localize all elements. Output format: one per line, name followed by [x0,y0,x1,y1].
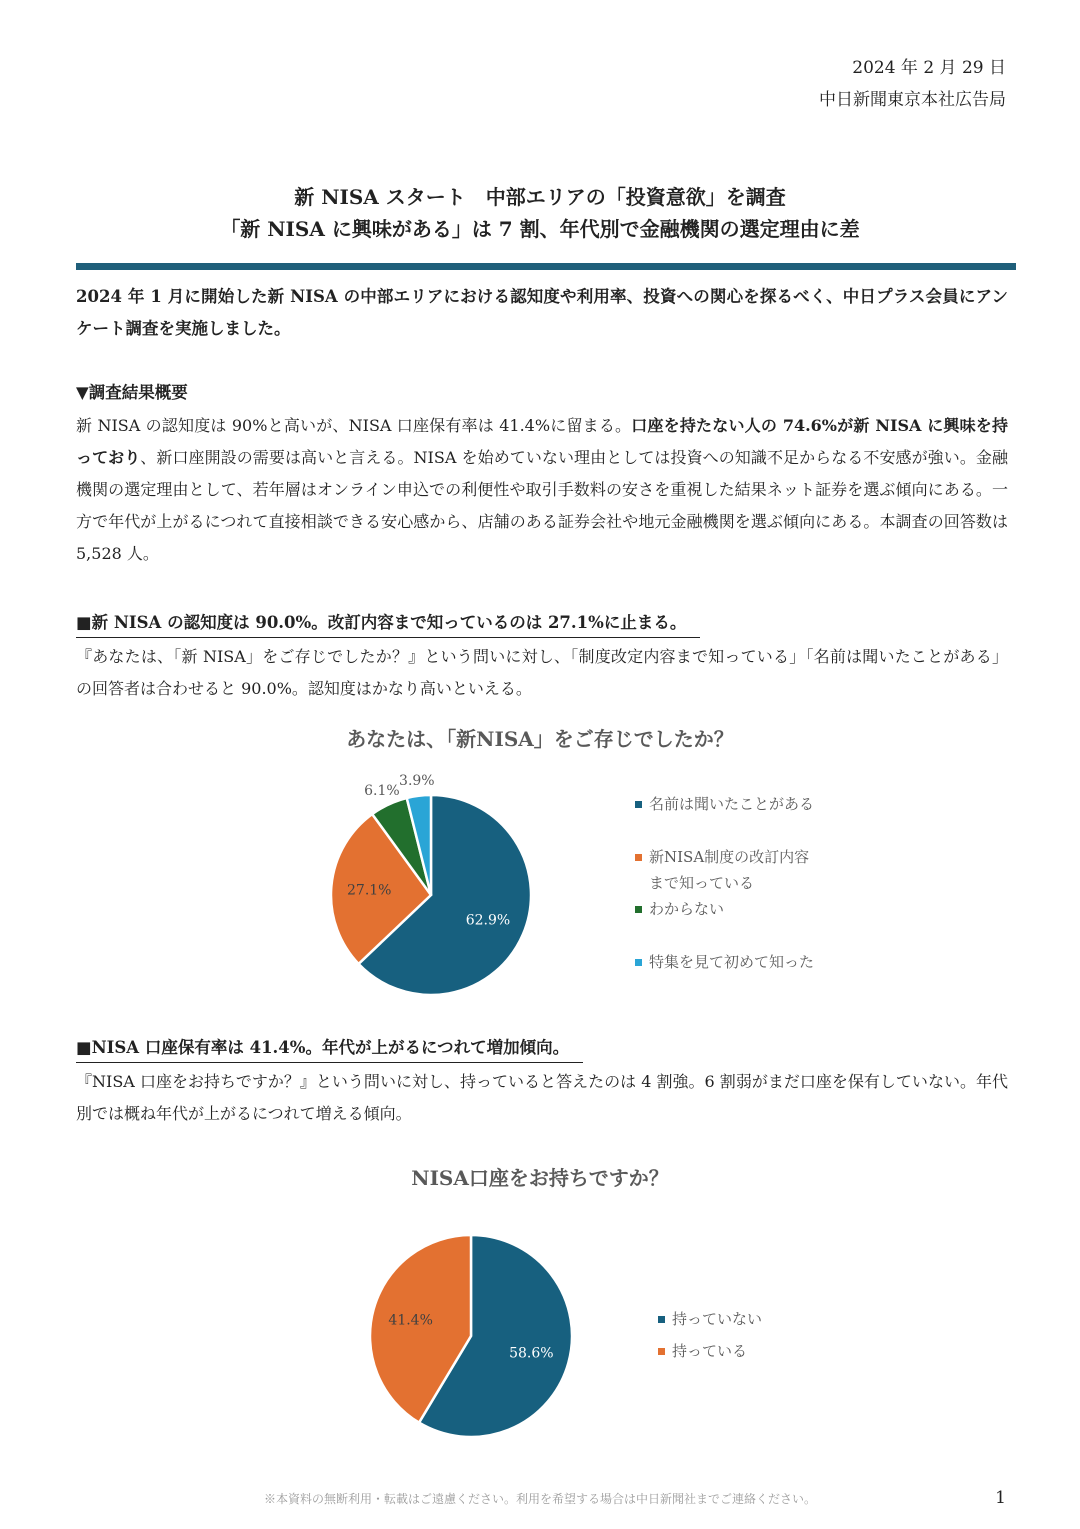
overview-heading: ▼調査結果概要 [76,383,188,402]
legend-swatch [658,1316,665,1323]
legend-swatch [635,906,642,913]
legend-swatch [635,801,642,808]
document-date: 2024 年 2 月 29 日 [852,58,1006,78]
legend-label: 名前は聞いたことがある [649,795,815,813]
footer-notice: ※本資料の無断利用・転載はご遠慮ください。利用を希望する場合は中日新聞社までご連絡ください。 [263,1492,816,1506]
document-title-line-2: 「新 NISA に興味がある」は 7 割、年代別で金融機関の選定理由に差 [220,217,860,241]
legend-swatch [635,959,642,966]
pie-data-label: 27.1% [347,882,392,899]
chart-1-awareness-pie [300,762,920,1007]
pie-data-label: 3.9% [399,772,435,789]
pie-data-label: 58.6% [509,1345,554,1362]
lead-paragraph: 2024 年 1 月に開始した新 NISA の中部エリアにおける認知度や利用率、投資への関心を探るべく、中日プラス会員にアンケート調査を実施しました。 [76,287,1008,338]
legend-swatch [658,1348,665,1355]
pie-data-label: 62.9% [465,912,511,929]
legend-label: 特集を見て初めて知った [649,953,815,971]
chart-2-title: NISA口座をお持ちですか？ [411,1166,669,1190]
pie-data-label: 41.4% [388,1312,433,1329]
chart-1-title: あなたは、「新NISA」をご存じでしたか？ [346,727,734,751]
overview-text-after: 、新口座開設の需要は高いと言える。NISA を始めていない理由としては投資への知識不足からなる不安感が強い。金融機関の選定理由として、若年層はオンライン申込での利便性や取引手数料の安さを重視した結果ネット証券を選ぶ傾向にある。一方で年代が上がるにつれて直接相談できる安心感から、店舗のある証券会社や地元金融機関を選ぶ傾向にある。本調査の回答数は 5,528 人。 [76,448,1008,563]
title-divider [76,263,1016,270]
legend-label: 新NISA制度の改訂内容 [649,848,810,866]
page-number: 1 [995,1488,1006,1508]
section-1-paragraph: 『あなたは、「新 NISA」をご存じでしたか？』という問いに対し、「制度改定内容まで知っている」「名前は聞いたことがある」の回答者は合わせると 90.0%。認知度はかなり高いといえる。 [76,647,1008,698]
legend-label: 持っている [672,1342,748,1360]
pie-data-label: 6.1% [364,782,400,799]
section-1-heading: ■新 NISA の認知度は 90.0%。改訂内容まで知っているのは 27.1%に止まる。 [76,609,700,638]
legend-label: 持っていない [672,1310,763,1328]
section-2-heading: ■NISA 口座保有率は 41.4%。年代が上がるにつれて増加傾向。 [76,1034,583,1063]
issuer-name: 中日新聞東京本社広告局 [819,90,1006,110]
section-2-paragraph: 『NISA 口座をお持ちですか？』という問いに対し、持っていると答えたのは 4 割強。6 割弱がまだ口座を保有していない。年代別では概ね年代が上がるにつれて増える傾向。 [76,1072,1008,1123]
document-title-line-1: 新 NISA スタート 中部エリアの「投資意欲」を調査 [294,185,786,209]
document-header [819,52,1006,116]
chart-2-account-pie [340,1225,860,1450]
legend-label: わからない [649,900,725,918]
overview-paragraph [76,410,1008,570]
overview-text-before: 新 NISA の認知度は 90%と高いが、NISA 口座保有率は 41.4%に留まる。 [76,416,632,435]
overview-text-bold: 口座を持たない人の 74.6%が新 NISA に興味を持っており [76,416,1008,467]
legend-label: まで知っている [649,874,755,892]
legend-swatch [635,854,642,861]
